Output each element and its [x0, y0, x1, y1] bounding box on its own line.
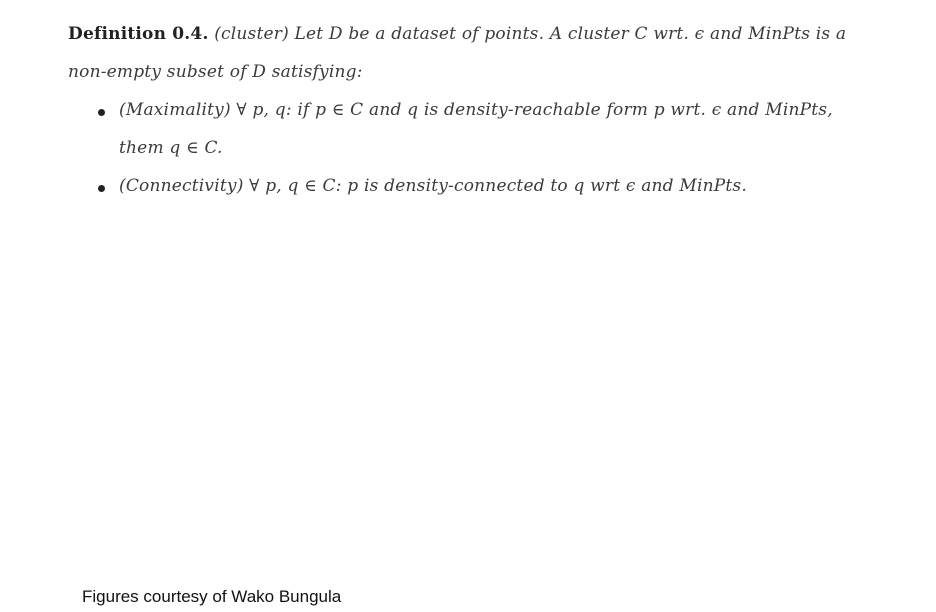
- bullet-maximality-line-2: them q ∈ C.: [119, 138, 223, 158]
- definition-heading: Definition 0.4.: [68, 24, 209, 44]
- bullet-icon: [98, 185, 105, 192]
- bullet-icon: [98, 109, 105, 116]
- definition-first-line: [68, 24, 846, 44]
- bullet-connectivity-line-1: (Connectivity) ∀ p, q ∈ C: p is density-connected to q wrt ϵ and MinPts.: [119, 176, 747, 196]
- bullet-maximality-line-1: (Maximality) ∀ p, q: if p ∈ C and q is density-reachable form p wrt. ϵ and MinPts,: [119, 100, 833, 120]
- definition-text-line-1: (cluster) Let D be a dataset of points. A cluster C wrt. ϵ and MinPts is a: [214, 24, 847, 44]
- figure-credit: Figures courtesy of Wako Bungula: [82, 587, 342, 606]
- definition-text-line-2: non-empty subset of D satisfying:: [68, 62, 363, 82]
